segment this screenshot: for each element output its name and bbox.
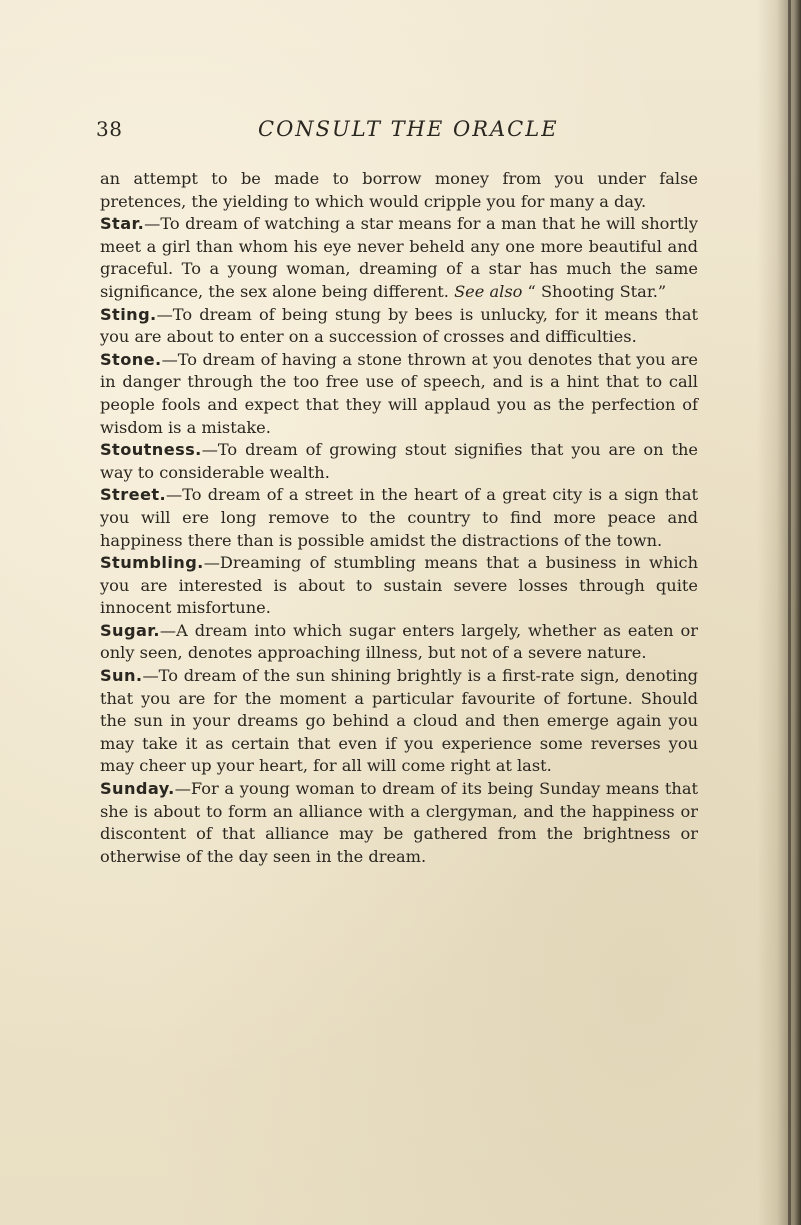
entry-stoutness [100, 439, 698, 484]
page-edge-shadow [757, 0, 801, 1225]
entry-term: Stoutness. [100, 440, 202, 460]
entry-sting [100, 304, 698, 349]
entry-text: —To dream of a street in the heart of a great city is a sign that you will ere long remove to the country to find more peace and happiness there than is possible amidst the distractions of the town. [100, 485, 698, 550]
page-header [96, 117, 696, 151]
entry-sun [100, 665, 698, 778]
entry-star [100, 213, 698, 303]
entry-text: —To dream of watching a star means for a man that he will shortly meet a girl than whom his eye never beheld any one more beautiful and graceful. To a young woman, dreaming of a star has much the same significance, the sex alone being different. [100, 214, 698, 301]
entry-term: Street. [100, 485, 167, 505]
entry-term: Stone. [100, 349, 162, 369]
see-also-reference: “ Shooting Star.” [527, 281, 667, 301]
see-also-label: See also [454, 281, 523, 301]
entry-sugar [100, 620, 698, 665]
continuation-paragraph: an attempt to be made to borrow money from you under false pretences, the yielding to which would cripple you for many a day. [100, 169, 698, 211]
entry-text: —To dream of the sun shining brightly is a first-rate sign, denoting that you are for the moment a particular favourite of fortune. Should the sun in your dreams go behind a cloud and then emerge again you may take it as certain that even if you experience some reverses you may cheer up your heart, for all will come right at last. [100, 666, 698, 776]
page-edge-line [788, 0, 791, 1225]
running-head: CONSULT THE ORACLE [258, 117, 559, 141]
body-text [100, 168, 698, 868]
entry-term: Sun. [100, 666, 143, 686]
entry-text: —To dream of having a stone thrown at you denotes that you are in danger through the too free use of speech, and is a hint that to call people fools and expect that they will applaud you as the perfection of wisdom is a mistake. [100, 349, 698, 437]
entry-text: —To dream of growing stout signifies that you are on the way to considerable wealth. [100, 440, 698, 482]
entry-text: —Dreaming of stumbling means that a business in which you are interested is about to sustain severe losses through quite innocent misfortune. [100, 553, 698, 618]
entry-sunday [100, 778, 698, 868]
entry-term: Sugar. [100, 620, 160, 640]
entry-term: Sting. [100, 304, 157, 324]
entry-stone [100, 349, 698, 439]
page-number: 38 [96, 117, 123, 141]
entry-term: Stumbling. [100, 553, 204, 573]
entry-text: —For a young woman to dream of its being Sunday means that she is about to form an alliance with a clergyman, and the happiness or discontent of that alliance may be gathered from the brightness or otherwise of the day seen in the dream. [100, 779, 698, 866]
entry-text: —To dream of being stung by bees is unlucky, for it means that you are about to enter on a succession of crosses and difficulties. [100, 304, 698, 347]
entry-text: —A dream into which sugar enters largely, whether as eaten or only seen, denotes approaching illness, but not of a severe nature. [100, 620, 698, 663]
entry-term: Sunday. [100, 779, 175, 799]
entry-term: Star. [100, 214, 145, 234]
entry-street [100, 484, 698, 552]
entry-stumbling [100, 552, 698, 620]
